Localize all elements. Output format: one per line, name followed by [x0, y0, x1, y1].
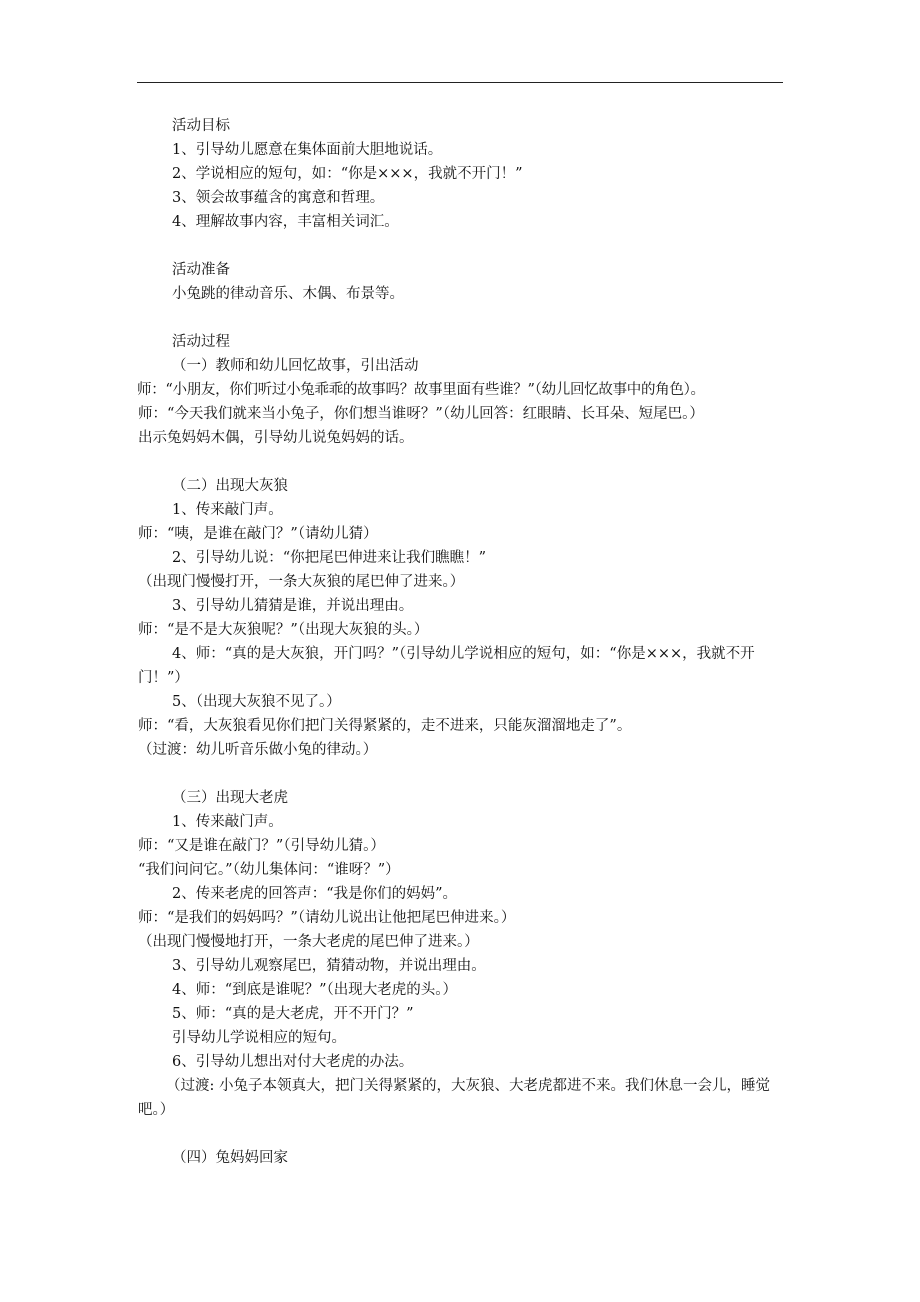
paragraph-line: 6、引导幼儿想出对付大老虎的办法。: [172, 1054, 414, 1070]
paragraph-line: 2、传来老虎的回答声：“我是你们的妈妈”。: [172, 886, 458, 902]
paragraph-line: 3、引导幼儿观察尾巴，猜猜动物，并说出理由。: [172, 958, 486, 974]
paragraph-line: 4、师：“到底是谁呢？”（出现大老虎的头。）: [172, 982, 458, 998]
goal-item: 4、理解故事内容，丰富相关词汇。: [172, 214, 399, 230]
preparation-text: 小兔跳的律动音乐、木偶、布景等。: [172, 286, 404, 302]
paragraph-line: 师：“又是谁在敲门？”（引导幼儿猜。）: [138, 838, 385, 854]
paragraph-line: （出现门慢慢地打开，一条大老虎的尾巴伸了进来。）: [138, 934, 479, 950]
paragraph-line: 师：“咦，是谁在敲门？”（请幼儿猜）: [138, 526, 378, 542]
paragraph-line: 出示兔妈妈木偶，引导幼儿说兔妈妈的话。: [138, 430, 414, 446]
goal-item: 1、引导幼儿愿意在集体面前大胆地说话。: [172, 142, 443, 158]
paragraph-line: 5、（出现大灰狼不见了。）: [172, 694, 341, 710]
paragraph-line: 4、师：“真的是大灰狼，开门吗？”（引导幼儿学说相应的短句，如：“你是×××，我就不开门！”）: [138, 646, 755, 686]
step-title: （二）出现大灰狼: [172, 478, 288, 494]
section-heading-goals: 活动目标: [172, 118, 230, 134]
step-title: （三）出现大老虎: [172, 790, 288, 806]
document-body: [138, 114, 786, 1170]
paragraph-line: （出现门慢慢打开，一条大灰狼的尾巴伸了进来。）: [138, 574, 465, 590]
step-title: （一）教师和幼儿回忆故事，引出活动: [172, 358, 419, 374]
paragraph-line: 师：“小朋友，你们听过小兔乖乖的故事吗？故事里面有些谁？”（幼儿回忆故事中的角色）。: [137, 382, 705, 398]
paragraph-line: 引导幼儿学说相应的短句。: [172, 1030, 346, 1046]
paragraph-line: “我们问问它。”（幼儿集体问：“谁呀？”）: [138, 862, 400, 878]
paragraph-line: 师：“今天我们就来当小兔子，你们想当谁呀？”（幼儿回答：红眼睛、长耳朵、短尾巴。）: [138, 406, 704, 422]
goal-item: 3、领会故事蕴含的寓意和哲理。: [172, 190, 385, 206]
section-heading-process: 活动过程: [172, 334, 230, 350]
paragraph-line: （过渡：幼儿听音乐做小兔的律动。）: [138, 742, 378, 758]
goal-item: 2、学说相应的短句，如：“你是×××，我就不开门！”: [172, 166, 523, 182]
step-title: （四）兔妈妈回家: [172, 1150, 288, 1166]
paragraph-line: 师：“是不是大灰狼呢？”（出现大灰狼的头。）: [138, 622, 429, 638]
paragraph-line: 师：“是我们的妈妈吗？”（请幼儿说出让他把尾巴伸进来。）: [138, 910, 516, 926]
paragraph-line: （过渡: 小兔子本领真大，把门关得紧紧的，大灰狼、大老虎都进不来。我们休息一会儿，睡觉吧。）: [138, 1078, 770, 1118]
paragraph-line: 1、传来敲门声。: [172, 502, 283, 518]
header-rule: [137, 82, 783, 83]
paragraph-line: 3、引导幼儿猜猜是谁，并说出理由。: [172, 598, 414, 614]
paragraph-line: 师：“看，大灰狼看见你们把门关得紧紧的，走不进来，只能灰溜溜地走了”。: [138, 718, 632, 734]
section-heading-preparation: 活动准备: [172, 262, 230, 278]
paragraph-line: 1、传来敲门声。: [172, 814, 283, 830]
paragraph-line: 5、师：“真的是大老虎，开不开门？”: [172, 1006, 414, 1022]
paragraph-line: 2、引导幼儿说：“你把尾巴伸进来让我们瞧瞧！”: [172, 550, 487, 566]
